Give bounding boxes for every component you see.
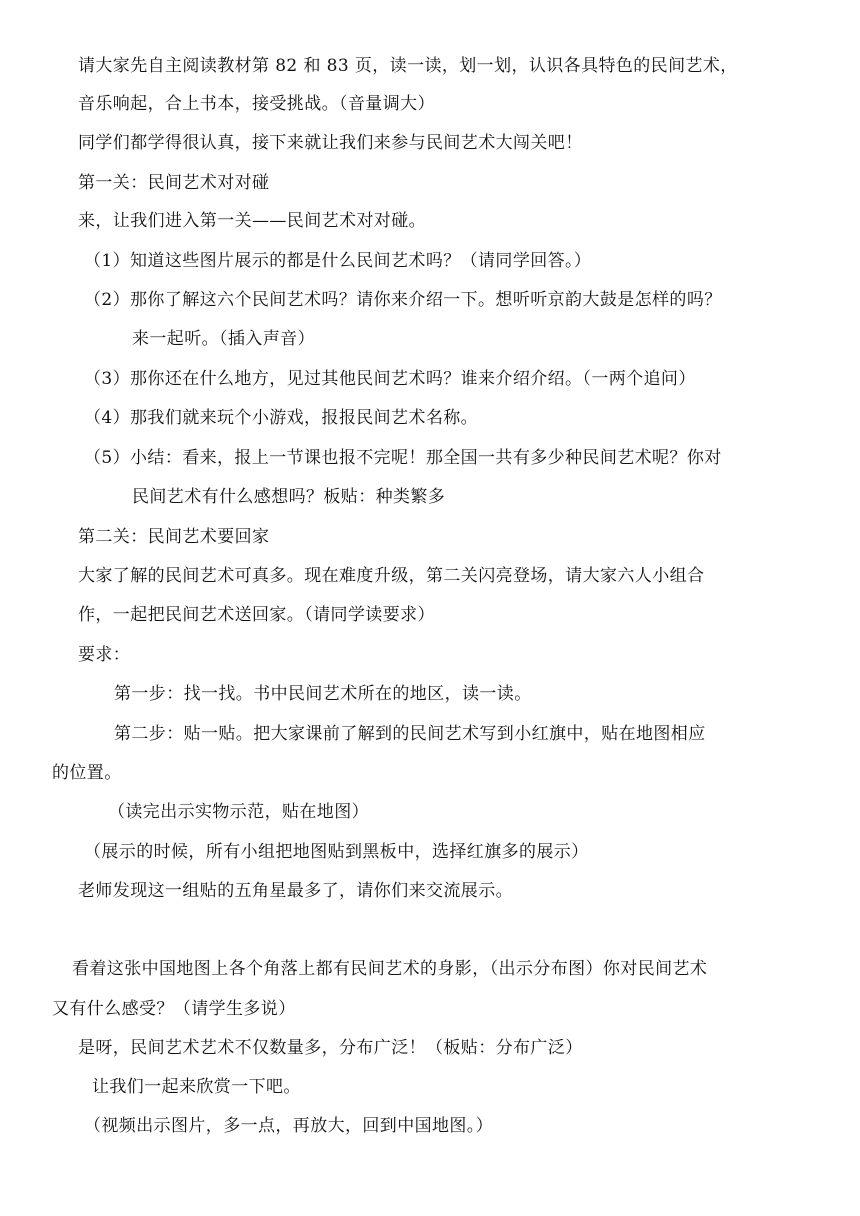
requirement-step: 第一步：找一找。书中民间艺术所在的地区，读一读。 [114,684,532,704]
list-item-continuation: 民间艺术有什么感想吗？板贴：种类繁多 [132,487,446,507]
paragraph-line: 同学们都学得很认真，接下来就让我们来参与民间艺术大闯关吧！ [78,133,583,153]
paragraph-line: 来，让我们进入第一关——民间艺术对对碰。 [78,211,426,231]
list-item: （1）知道这些图片展示的都是什么民间艺术吗？（请同学回答。） [84,251,592,271]
paragraph-line: 让我们一起来欣赏一下吧。 [92,1077,301,1097]
requirement-step-continuation: 的位置。 [52,763,122,783]
list-item: （2）那你了解这六个民间艺术吗？请你来介绍一下。想听听京韵大鼓是怎样的吗？ [84,290,722,310]
paragraph-line: 请大家先自主阅读教材第 82 和 83 页，读一读，划一划，认识各具特色的民间艺术， [78,56,738,76]
paragraph-line: 是呀，民间艺术艺术不仅数量多，分布广泛！（板贴：分布广泛） [78,1038,583,1058]
paragraph-line: 作，一起把民间艺术送回家。（请同学读要求） [78,605,435,625]
paragraph-line: 大家了解的民间艺术可真多。现在难度升级，第二关闪亮登场，请大家六人小组合 [78,566,705,586]
requirements-label: 要求： [78,645,131,665]
paragraph-line: 又有什么感受？（请学生多说） [52,999,296,1019]
list-item: （3）那你还在什么地方，见过其他民间艺术吗？谁来介绍介绍。（一两个追问） [84,369,696,389]
list-item-continuation: 来一起听。（插入声音） [132,329,315,349]
paragraph-line: （读完出示实物示范，贴在地图） [108,802,369,822]
paragraph-line: 老师发现这一组贴的五角星最多了，请你们来交流展示。 [78,881,513,901]
paragraph-line: （展示的时候，所有小组把地图贴到黑板中，选择红旗多的展示） [84,842,589,862]
requirement-step: 第二步：贴一贴。把大家课前了解到的民间艺术写到小红旗中，贴在地图相应 [114,724,706,744]
list-item: （4）那我们就来玩个小游戏，报报民间艺术名称。 [84,408,479,428]
section-heading: 第二关：民间艺术要回家 [78,527,270,547]
list-item: （5）小结：看来，报上一节课也报不完呢！那全国一共有多少种民间艺术呢？你对 [84,448,722,468]
paragraph-line: 看着这张中国地图上各个角落上都有民间艺术的身影，（出示分布图）你对民间艺术 [72,959,708,979]
section-heading: 第一关：民间艺术对对碰 [78,173,270,193]
paragraph-line: 音乐响起，合上书本，接受挑战。（音量调大） [78,94,435,114]
paragraph-line: （视频出示图片，多一点，再放大，回到中国地图。） [84,1116,494,1136]
